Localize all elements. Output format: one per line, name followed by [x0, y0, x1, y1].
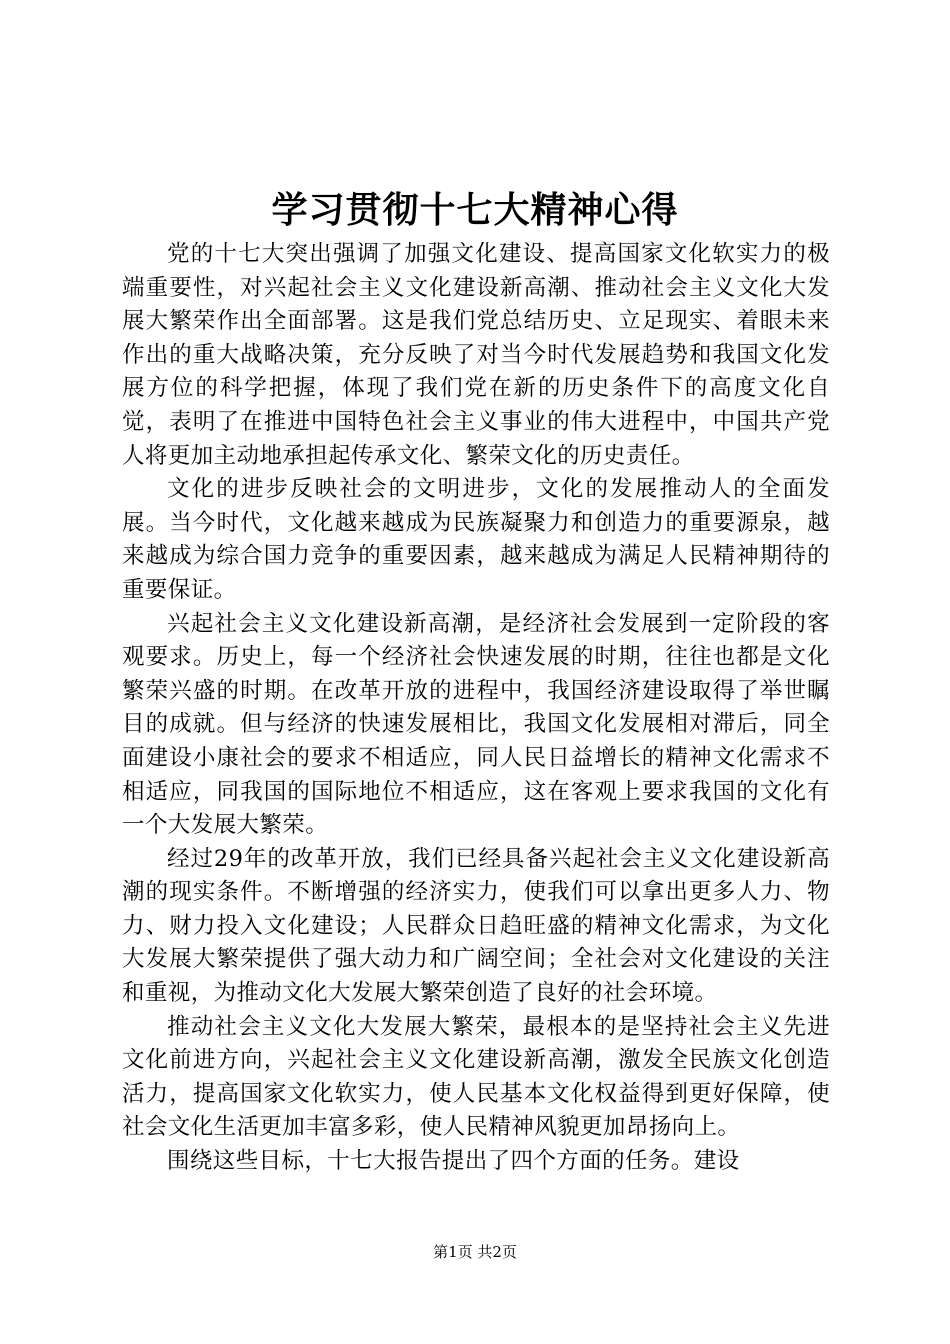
paragraph-6: 围绕这些目标，十七大报告提出了四个方面的任务。建设	[167, 1148, 740, 1175]
document-title: 学习贯彻十七大精神心得	[271, 189, 679, 231]
paragraph-4: 经过29年的改革开放，我们已经具备兴起社会主义文化建设新高潮的现实条件。不断增强的经济实力，使我们可以拿出更多人力、物力、财力投入文化建设；人民群众日趋旺盛的精神文化需求，为文化大发展大繁荣提供了强大动力和广阔空间；全社会对文化建设的关注和重视，为推动文化大发展大繁荣创造了良好的社会环境。	[122, 845, 830, 1007]
page-footer	[0, 1240, 950, 1264]
paragraph-5: 推动社会主义文化大发展大繁荣，最根本的是坚持社会主义先进文化前进方向，兴起社会主义文化建设新高潮，激发全民族文化创造活力，提高国家文化软实力，使人民基本文化权益得到更好保障，使社会文化生活更加丰富多彩，使人民精神风貌更加昂扬向上。	[122, 1013, 830, 1141]
page-total: 共2页	[477, 1243, 517, 1261]
document-body	[122, 238, 830, 1178]
page-number: 第1页	[433, 1243, 473, 1261]
paragraph-3: 兴起社会主义文化建设新高潮，是经济社会发展到一定阶段的客观要求。历史上，每一个经济社会快速发展的时期，往往也都是文化繁荣兴盛的时期。在改革开放的进程中，我国经济建设取得了举世瞩目的成就。但与经济的快速发展相比，我国文化发展相对滞后，同全面建设小康社会的要求不相适应，同人民日益增长的精神文化需求不相适应，同我国的国际地位不相适应，这在客观上要求我国的文化有一个大发展大繁荣。	[122, 610, 830, 839]
paragraph-2: 文化的进步反映社会的文明进步，文化的发展推动人的全面发展。当今时代，文化越来越成为民族凝聚力和创造力的重要源泉，越来越成为综合国力竞争的重要因素，越来越成为满足人民精神期待的重要保证。	[122, 476, 830, 603]
paragraph-1: 党的十七大突出强调了加强文化建设、提高国家文化软实力的极端重要性，对兴起社会主义文化建设新高潮、推动社会主义文化大发展大繁荣作出全面部署。这是我们党总结历史、立足现实、着眼未来作出的重大战略决策，充分反映了对当今时代发展趋势和我国文化发展方位的科学把握，体现了我们党在新的历史条件下的高度文化自觉，表明了在推进中国特色社会主义事业的伟大进程中，中国共产党人将更加主动地承担起传承文化、繁荣文化的历史责任。	[122, 241, 830, 469]
